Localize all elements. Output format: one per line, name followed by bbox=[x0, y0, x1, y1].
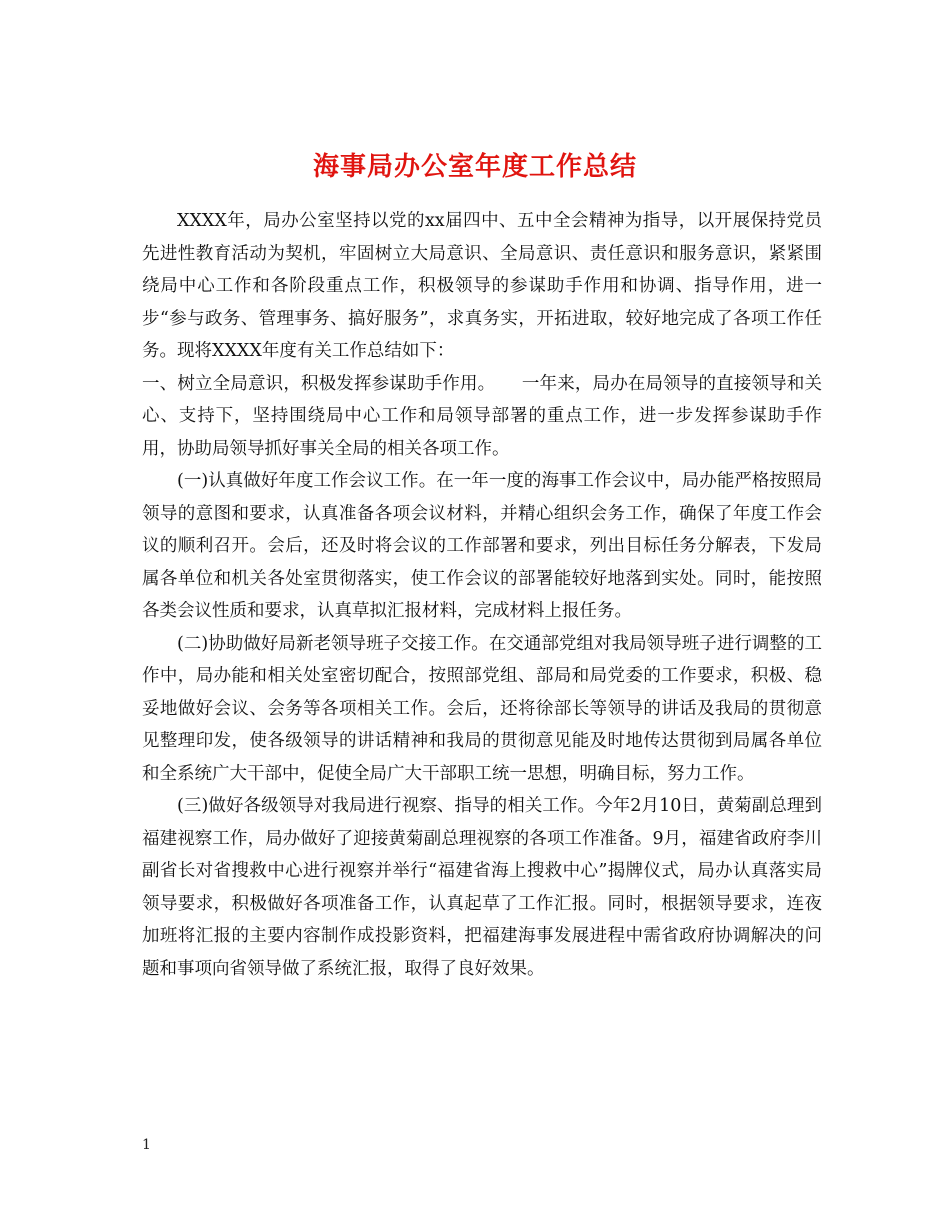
paragraph-item-2: (二)协助做好局新老领导班子交接工作。在交通部党组对我局领导班子进行调整的工作中，局办能和相关处室密切配合，按照部党组、部局和局党委的工作要求，积极、稳妥地做好会议、会务等各项相关工作。会后，还将徐部长等领导的讲话及我局的贯彻意见整理印发，使各级领导的讲话精神和我局的贯彻意见能及时地传达贯彻到局属各单位和全系统广大干部中，促使全局广大干部职工统一思想，明确目标，努力工作。 bbox=[142, 633, 822, 784]
document-title: 海事局办公室年度工作总结 bbox=[312, 152, 637, 183]
paragraph-item-1: (一)认真做好年度工作会议工作。在一年一度的海事工作会议中，局办能严格按照局领导的意图和要求，认真准备各项会议材料，并精心组织会务工作，确保了年度工作会议的顺利召开。会后，还及时将会议的工作部署和要求，列出目标任务分解表，下发局属各单位和机关各处室贯彻落实，使工作会议的部署能较好地落到实处。同时，能按照各类会议性质和要求，认真草拟汇报材料，完成材料上报任务。 bbox=[142, 471, 822, 621]
paragraph-item-3: (三)做好各级领导对我局进行视察、指导的相关工作。今年2月10日，黄菊副总理到福建视察工作，局办做好了迎接黄菊副总理视察的各项工作准备。9月，福建省政府李川副省长对省搜救中心进行视察并举行“福建省海上搜救中心”揭牌仪式，局办认真落实局领导要求，积极做好各项准备工作，认真起草了工作汇报。同时，根据领导要求，连夜加班将汇报的主要内容制作成投影资料，把福建海事发展进程中需省政府协调解决的问题和事项向省领导做了系统汇报，取得了良好效果。 bbox=[142, 796, 822, 979]
document-body bbox=[142, 205, 822, 985]
page-number: 1 bbox=[142, 1137, 151, 1153]
paragraph-intro: XXXX年，局办公室坚持以党的xx届四中、五中全会精神为指导，以开展保持党员先进性教育活动为契机，牢固树立大局意识、全局意识、责任意识和服务意识，紧紧围绕局中心工作和各阶段重点工作，积极领导的参谋助手作用和协调、指导作用，进一步“参与政务、管理事务、搞好服务”，求真务实，开拓进取，较好地完成了各项工作任务。现将XXXX年度有关工作总结如下： bbox=[142, 211, 822, 361]
paragraph-section-1: 一、树立全局意识，积极发挥参谋助手作用。 一年来，局办在局领导的直接领导和关心、支持下，坚持围绕局中心工作和局领导部署的重点工作，进一步发挥参谋助手作用，协助局领导抓好事关全局的相关各项工作。 bbox=[142, 373, 822, 459]
